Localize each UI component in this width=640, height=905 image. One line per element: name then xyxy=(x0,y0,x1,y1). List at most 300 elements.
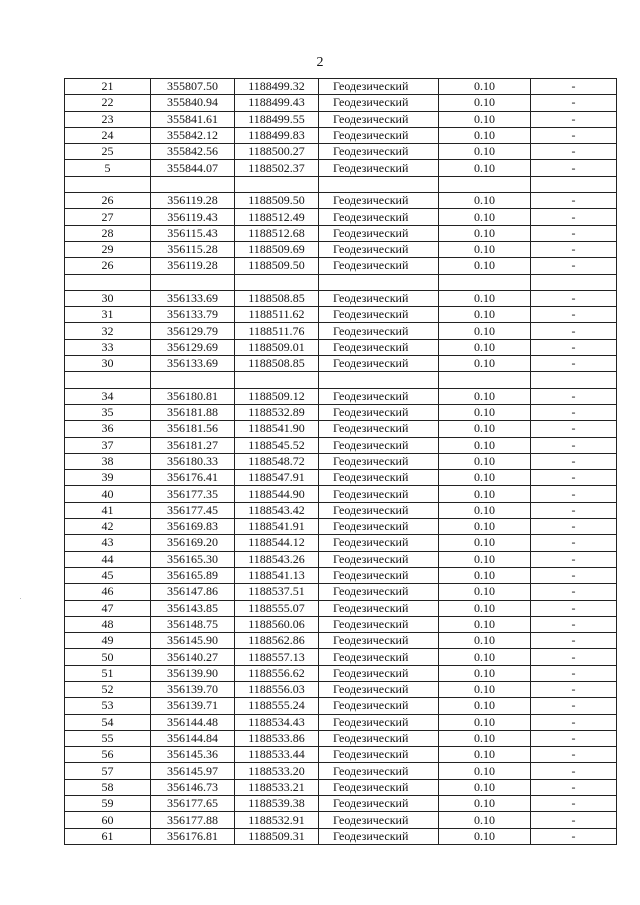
x-coordinate-cell: 356146.73 xyxy=(151,779,235,795)
y-coordinate-cell: 1188500.27 xyxy=(235,144,319,160)
x-coordinate-cell: 355807.50 xyxy=(151,79,235,95)
accuracy-cell: 0.10 xyxy=(439,665,531,681)
point-number-cell: 32 xyxy=(65,323,151,339)
method-type-cell: Геодезический xyxy=(319,258,439,274)
method-type-cell: Геодезический xyxy=(319,665,439,681)
method-type-cell: Геодезический xyxy=(319,323,439,339)
note-cell: - xyxy=(531,241,617,257)
note-cell: - xyxy=(531,209,617,225)
y-coordinate-cell: 1188533.20 xyxy=(235,763,319,779)
method-type-cell: Геодезический xyxy=(319,225,439,241)
method-type-cell: Геодезический xyxy=(319,111,439,127)
table-row xyxy=(65,388,617,404)
table-row xyxy=(65,779,617,795)
point-number-cell: 44 xyxy=(65,551,151,567)
empty-cell xyxy=(235,176,319,192)
note-cell: - xyxy=(531,356,617,372)
empty-cell xyxy=(531,274,617,290)
table-row xyxy=(65,404,617,420)
empty-cell xyxy=(151,274,235,290)
x-coordinate-cell: 356119.28 xyxy=(151,193,235,209)
note-cell: - xyxy=(531,796,617,812)
table-row xyxy=(65,323,617,339)
table-row xyxy=(65,535,617,551)
x-coordinate-cell: 356177.65 xyxy=(151,796,235,812)
x-coordinate-cell: 355840.94 xyxy=(151,95,235,111)
point-number-cell: 36 xyxy=(65,421,151,437)
note-cell: - xyxy=(531,193,617,209)
table-row xyxy=(65,730,617,746)
point-number-cell: 31 xyxy=(65,307,151,323)
accuracy-cell: 0.10 xyxy=(439,796,531,812)
point-number-cell: 37 xyxy=(65,437,151,453)
method-type-cell: Геодезический xyxy=(319,388,439,404)
empty-cell xyxy=(439,372,531,388)
point-number-cell: 54 xyxy=(65,714,151,730)
method-type-cell: Геодезический xyxy=(319,551,439,567)
accuracy-cell: 0.10 xyxy=(439,95,531,111)
note-cell: - xyxy=(531,649,617,665)
table-row xyxy=(65,486,617,502)
table-row xyxy=(65,437,617,453)
note-cell: - xyxy=(531,95,617,111)
table-row xyxy=(65,698,617,714)
empty-cell xyxy=(439,274,531,290)
y-coordinate-cell: 1188544.90 xyxy=(235,486,319,502)
table-row xyxy=(65,290,617,306)
x-coordinate-cell: 356181.27 xyxy=(151,437,235,453)
x-coordinate-cell: 355842.12 xyxy=(151,127,235,143)
note-cell: - xyxy=(531,502,617,518)
y-coordinate-cell: 1188499.43 xyxy=(235,95,319,111)
note-cell: - xyxy=(531,111,617,127)
accuracy-cell: 0.10 xyxy=(439,307,531,323)
x-coordinate-cell: 356129.79 xyxy=(151,323,235,339)
note-cell: - xyxy=(531,307,617,323)
y-coordinate-cell: 1188511.62 xyxy=(235,307,319,323)
accuracy-cell: 0.10 xyxy=(439,535,531,551)
y-coordinate-cell: 1188532.91 xyxy=(235,812,319,828)
table-row xyxy=(65,241,617,257)
y-coordinate-cell: 1188560.06 xyxy=(235,616,319,632)
x-coordinate-cell: 356129.69 xyxy=(151,339,235,355)
accuracy-cell: 0.10 xyxy=(439,551,531,567)
accuracy-cell: 0.10 xyxy=(439,584,531,600)
accuracy-cell: 0.10 xyxy=(439,649,531,665)
note-cell: - xyxy=(531,258,617,274)
empty-cell xyxy=(151,176,235,192)
accuracy-cell: 0.10 xyxy=(439,144,531,160)
x-coordinate-cell: 356115.43 xyxy=(151,225,235,241)
x-coordinate-cell: 356177.35 xyxy=(151,486,235,502)
x-coordinate-cell: 356176.81 xyxy=(151,828,235,844)
accuracy-cell: 0.10 xyxy=(439,323,531,339)
x-coordinate-cell: 355844.07 xyxy=(151,160,235,176)
accuracy-cell: 0.10 xyxy=(439,258,531,274)
accuracy-cell: 0.10 xyxy=(439,812,531,828)
note-cell: - xyxy=(531,763,617,779)
y-coordinate-cell: 1188509.31 xyxy=(235,828,319,844)
method-type-cell: Геодезический xyxy=(319,747,439,763)
method-type-cell: Геодезический xyxy=(319,698,439,714)
note-cell: - xyxy=(531,714,617,730)
method-type-cell: Геодезический xyxy=(319,779,439,795)
accuracy-cell: 0.10 xyxy=(439,241,531,257)
y-coordinate-cell: 1188557.13 xyxy=(235,649,319,665)
table-row xyxy=(65,714,617,730)
y-coordinate-cell: 1188562.86 xyxy=(235,633,319,649)
point-number-cell: 25 xyxy=(65,144,151,160)
y-coordinate-cell: 1188555.24 xyxy=(235,698,319,714)
note-cell: - xyxy=(531,616,617,632)
x-coordinate-cell: 356139.71 xyxy=(151,698,235,714)
page-number: 2 xyxy=(316,55,324,70)
y-coordinate-cell: 1188509.50 xyxy=(235,193,319,209)
x-coordinate-cell: 356144.48 xyxy=(151,714,235,730)
note-cell: - xyxy=(531,633,617,649)
point-number-cell: 51 xyxy=(65,665,151,681)
table-row xyxy=(65,79,617,95)
x-coordinate-cell: 356139.90 xyxy=(151,665,235,681)
x-coordinate-cell: 356145.36 xyxy=(151,747,235,763)
coordinates-table-body xyxy=(65,79,617,845)
point-number-cell: 24 xyxy=(65,127,151,143)
x-coordinate-cell: 356176.41 xyxy=(151,470,235,486)
accuracy-cell: 0.10 xyxy=(439,388,531,404)
table-row xyxy=(65,127,617,143)
point-number-cell: 21 xyxy=(65,79,151,95)
table-row xyxy=(65,307,617,323)
point-number-cell: 40 xyxy=(65,486,151,502)
method-type-cell: Геодезический xyxy=(319,290,439,306)
x-coordinate-cell: 356181.88 xyxy=(151,404,235,420)
x-coordinate-cell: 356119.28 xyxy=(151,258,235,274)
table-row xyxy=(65,633,617,649)
point-number-cell: 41 xyxy=(65,502,151,518)
note-cell: - xyxy=(531,551,617,567)
point-number-cell: 38 xyxy=(65,453,151,469)
note-cell: - xyxy=(531,225,617,241)
table-row xyxy=(65,519,617,535)
empty-cell xyxy=(319,176,439,192)
note-cell: - xyxy=(531,681,617,697)
accuracy-cell: 0.10 xyxy=(439,79,531,95)
y-coordinate-cell: 1188533.44 xyxy=(235,747,319,763)
accuracy-cell: 0.10 xyxy=(439,698,531,714)
table-row xyxy=(65,665,617,681)
point-number-cell: 33 xyxy=(65,339,151,355)
point-number-cell: 35 xyxy=(65,404,151,420)
method-type-cell: Геодезический xyxy=(319,616,439,632)
method-type-cell: Геодезический xyxy=(319,241,439,257)
table-row xyxy=(65,144,617,160)
table-row xyxy=(65,193,617,209)
accuracy-cell: 0.10 xyxy=(439,763,531,779)
method-type-cell: Геодезический xyxy=(319,339,439,355)
point-number-cell: 29 xyxy=(65,241,151,257)
table-row xyxy=(65,812,617,828)
method-type-cell: Геодезический xyxy=(319,535,439,551)
y-coordinate-cell: 1188532.89 xyxy=(235,404,319,420)
note-cell: - xyxy=(531,567,617,583)
method-type-cell: Геодезический xyxy=(319,567,439,583)
y-coordinate-cell: 1188541.13 xyxy=(235,567,319,583)
note-cell: - xyxy=(531,812,617,828)
accuracy-cell: 0.10 xyxy=(439,828,531,844)
method-type-cell: Геодезический xyxy=(319,828,439,844)
point-number-cell: 28 xyxy=(65,225,151,241)
point-number-cell: 26 xyxy=(65,258,151,274)
empty-cell xyxy=(531,176,617,192)
y-coordinate-cell: 1188499.32 xyxy=(235,79,319,95)
table-row xyxy=(65,796,617,812)
note-cell: - xyxy=(531,388,617,404)
note-cell: - xyxy=(531,747,617,763)
separator-row xyxy=(65,372,617,388)
accuracy-cell: 0.10 xyxy=(439,209,531,225)
empty-cell xyxy=(235,372,319,388)
y-coordinate-cell: 1188537.51 xyxy=(235,584,319,600)
method-type-cell: Геодезический xyxy=(319,193,439,209)
accuracy-cell: 0.10 xyxy=(439,421,531,437)
accuracy-cell: 0.10 xyxy=(439,453,531,469)
method-type-cell: Геодезический xyxy=(319,584,439,600)
y-coordinate-cell: 1188509.50 xyxy=(235,258,319,274)
method-type-cell: Геодезический xyxy=(319,95,439,111)
table-row xyxy=(65,763,617,779)
y-coordinate-cell: 1188545.52 xyxy=(235,437,319,453)
point-number-cell: 22 xyxy=(65,95,151,111)
method-type-cell: Геодезический xyxy=(319,437,439,453)
y-coordinate-cell: 1188556.62 xyxy=(235,665,319,681)
accuracy-cell: 0.10 xyxy=(439,356,531,372)
method-type-cell: Геодезический xyxy=(319,160,439,176)
method-type-cell: Геодезический xyxy=(319,519,439,535)
table-row xyxy=(65,502,617,518)
empty-cell xyxy=(65,176,151,192)
x-coordinate-cell: 356147.86 xyxy=(151,584,235,600)
note-cell: - xyxy=(531,665,617,681)
x-coordinate-cell: 356180.33 xyxy=(151,453,235,469)
y-coordinate-cell: 1188512.68 xyxy=(235,225,319,241)
point-number-cell: 53 xyxy=(65,698,151,714)
x-coordinate-cell: 356169.20 xyxy=(151,535,235,551)
y-coordinate-cell: 1188543.26 xyxy=(235,551,319,567)
x-coordinate-cell: 356180.81 xyxy=(151,388,235,404)
y-coordinate-cell: 1188508.85 xyxy=(235,356,319,372)
note-cell: - xyxy=(531,127,617,143)
point-number-cell: 59 xyxy=(65,796,151,812)
table-row xyxy=(65,616,617,632)
y-coordinate-cell: 1188555.07 xyxy=(235,600,319,616)
point-number-cell: 58 xyxy=(65,779,151,795)
x-coordinate-cell: 356133.79 xyxy=(151,307,235,323)
note-cell: - xyxy=(531,144,617,160)
x-coordinate-cell: 356133.69 xyxy=(151,290,235,306)
note-cell: - xyxy=(531,323,617,339)
separator-row xyxy=(65,274,617,290)
y-coordinate-cell: 1188499.83 xyxy=(235,127,319,143)
y-coordinate-cell: 1188541.90 xyxy=(235,421,319,437)
x-coordinate-cell: 356115.28 xyxy=(151,241,235,257)
point-number-cell: 57 xyxy=(65,763,151,779)
method-type-cell: Геодезический xyxy=(319,812,439,828)
accuracy-cell: 0.10 xyxy=(439,290,531,306)
accuracy-cell: 0.10 xyxy=(439,567,531,583)
point-number-cell: 23 xyxy=(65,111,151,127)
method-type-cell: Геодезический xyxy=(319,502,439,518)
y-coordinate-cell: 1188509.12 xyxy=(235,388,319,404)
table-row xyxy=(65,567,617,583)
empty-cell xyxy=(531,372,617,388)
y-coordinate-cell: 1188533.21 xyxy=(235,779,319,795)
note-cell: - xyxy=(531,486,617,502)
table-row xyxy=(65,95,617,111)
table-row xyxy=(65,356,617,372)
x-coordinate-cell: 356181.56 xyxy=(151,421,235,437)
point-number-cell: 50 xyxy=(65,649,151,665)
method-type-cell: Геодезический xyxy=(319,714,439,730)
method-type-cell: Геодезический xyxy=(319,730,439,746)
point-number-cell: 42 xyxy=(65,519,151,535)
table-row xyxy=(65,551,617,567)
accuracy-cell: 0.10 xyxy=(439,502,531,518)
method-type-cell: Геодезический xyxy=(319,404,439,420)
method-type-cell: Геодезический xyxy=(319,681,439,697)
table-row xyxy=(65,747,617,763)
x-coordinate-cell: 356140.27 xyxy=(151,649,235,665)
method-type-cell: Геодезический xyxy=(319,470,439,486)
method-type-cell: Геодезический xyxy=(319,486,439,502)
x-coordinate-cell: 356143.85 xyxy=(151,600,235,616)
method-type-cell: Геодезический xyxy=(319,633,439,649)
note-cell: - xyxy=(531,404,617,420)
note-cell: - xyxy=(531,828,617,844)
point-number-cell: 61 xyxy=(65,828,151,844)
x-coordinate-cell: 356139.70 xyxy=(151,681,235,697)
x-coordinate-cell: 356169.83 xyxy=(151,519,235,535)
method-type-cell: Геодезический xyxy=(319,307,439,323)
x-coordinate-cell: 356148.75 xyxy=(151,616,235,632)
y-coordinate-cell: 1188556.03 xyxy=(235,681,319,697)
method-type-cell: Геодезический xyxy=(319,79,439,95)
y-coordinate-cell: 1188544.12 xyxy=(235,535,319,551)
note-cell: - xyxy=(531,421,617,437)
accuracy-cell: 0.10 xyxy=(439,470,531,486)
table-row xyxy=(65,160,617,176)
coordinates-table xyxy=(64,78,617,845)
method-type-cell: Геодезический xyxy=(319,144,439,160)
note-cell: - xyxy=(531,698,617,714)
note-cell: - xyxy=(531,519,617,535)
point-number-cell: 47 xyxy=(65,600,151,616)
y-coordinate-cell: 1188543.42 xyxy=(235,502,319,518)
accuracy-cell: 0.10 xyxy=(439,681,531,697)
accuracy-cell: 0.10 xyxy=(439,486,531,502)
method-type-cell: Геодезический xyxy=(319,127,439,143)
x-coordinate-cell: 356133.69 xyxy=(151,356,235,372)
method-type-cell: Геодезический xyxy=(319,421,439,437)
accuracy-cell: 0.10 xyxy=(439,437,531,453)
table-row xyxy=(65,584,617,600)
y-coordinate-cell: 1188511.76 xyxy=(235,323,319,339)
note-cell: - xyxy=(531,600,617,616)
point-number-cell: 60 xyxy=(65,812,151,828)
method-type-cell: Геодезический xyxy=(319,649,439,665)
table-row xyxy=(65,649,617,665)
y-coordinate-cell: 1188548.72 xyxy=(235,453,319,469)
y-coordinate-cell: 1188502.37 xyxy=(235,160,319,176)
empty-cell xyxy=(319,372,439,388)
method-type-cell: Геодезический xyxy=(319,453,439,469)
x-coordinate-cell: 356144.84 xyxy=(151,730,235,746)
empty-cell xyxy=(65,372,151,388)
accuracy-cell: 0.10 xyxy=(439,714,531,730)
accuracy-cell: 0.10 xyxy=(439,616,531,632)
method-type-cell: Геодезический xyxy=(319,763,439,779)
point-number-cell: 30 xyxy=(65,356,151,372)
note-cell: - xyxy=(531,339,617,355)
y-coordinate-cell: 1188499.55 xyxy=(235,111,319,127)
method-type-cell: Геодезический xyxy=(319,356,439,372)
table-row xyxy=(65,681,617,697)
x-coordinate-cell: 355841.61 xyxy=(151,111,235,127)
point-number-cell: 56 xyxy=(65,747,151,763)
point-number-cell: 48 xyxy=(65,616,151,632)
note-cell: - xyxy=(531,584,617,600)
accuracy-cell: 0.10 xyxy=(439,160,531,176)
accuracy-cell: 0.10 xyxy=(439,779,531,795)
accuracy-cell: 0.10 xyxy=(439,730,531,746)
table-row xyxy=(65,209,617,225)
table-row xyxy=(65,339,617,355)
x-coordinate-cell: 356145.90 xyxy=(151,633,235,649)
y-coordinate-cell: 1188533.86 xyxy=(235,730,319,746)
note-cell: - xyxy=(531,290,617,306)
y-coordinate-cell: 1188508.85 xyxy=(235,290,319,306)
point-number-cell: 43 xyxy=(65,535,151,551)
accuracy-cell: 0.10 xyxy=(439,127,531,143)
accuracy-cell: 0.10 xyxy=(439,633,531,649)
table-row xyxy=(65,258,617,274)
y-coordinate-cell: 1188534.43 xyxy=(235,714,319,730)
empty-cell xyxy=(235,274,319,290)
note-cell: - xyxy=(531,470,617,486)
x-coordinate-cell: 356145.97 xyxy=(151,763,235,779)
x-coordinate-cell: 356177.88 xyxy=(151,812,235,828)
point-number-cell: 52 xyxy=(65,681,151,697)
y-coordinate-cell: 1188512.49 xyxy=(235,209,319,225)
point-number-cell: 49 xyxy=(65,633,151,649)
y-coordinate-cell: 1188509.01 xyxy=(235,339,319,355)
y-coordinate-cell: 1188539.38 xyxy=(235,796,319,812)
method-type-cell: Геодезический xyxy=(319,209,439,225)
accuracy-cell: 0.10 xyxy=(439,339,531,355)
note-cell: - xyxy=(531,730,617,746)
y-coordinate-cell: 1188541.91 xyxy=(235,519,319,535)
accuracy-cell: 0.10 xyxy=(439,225,531,241)
point-number-cell: 39 xyxy=(65,470,151,486)
method-type-cell: Геодезический xyxy=(319,796,439,812)
point-number-cell: 55 xyxy=(65,730,151,746)
point-number-cell: 45 xyxy=(65,567,151,583)
y-coordinate-cell: 1188547.91 xyxy=(235,470,319,486)
note-cell: - xyxy=(531,160,617,176)
empty-cell xyxy=(319,274,439,290)
empty-cell xyxy=(65,274,151,290)
separator-row xyxy=(65,176,617,192)
accuracy-cell: 0.10 xyxy=(439,111,531,127)
